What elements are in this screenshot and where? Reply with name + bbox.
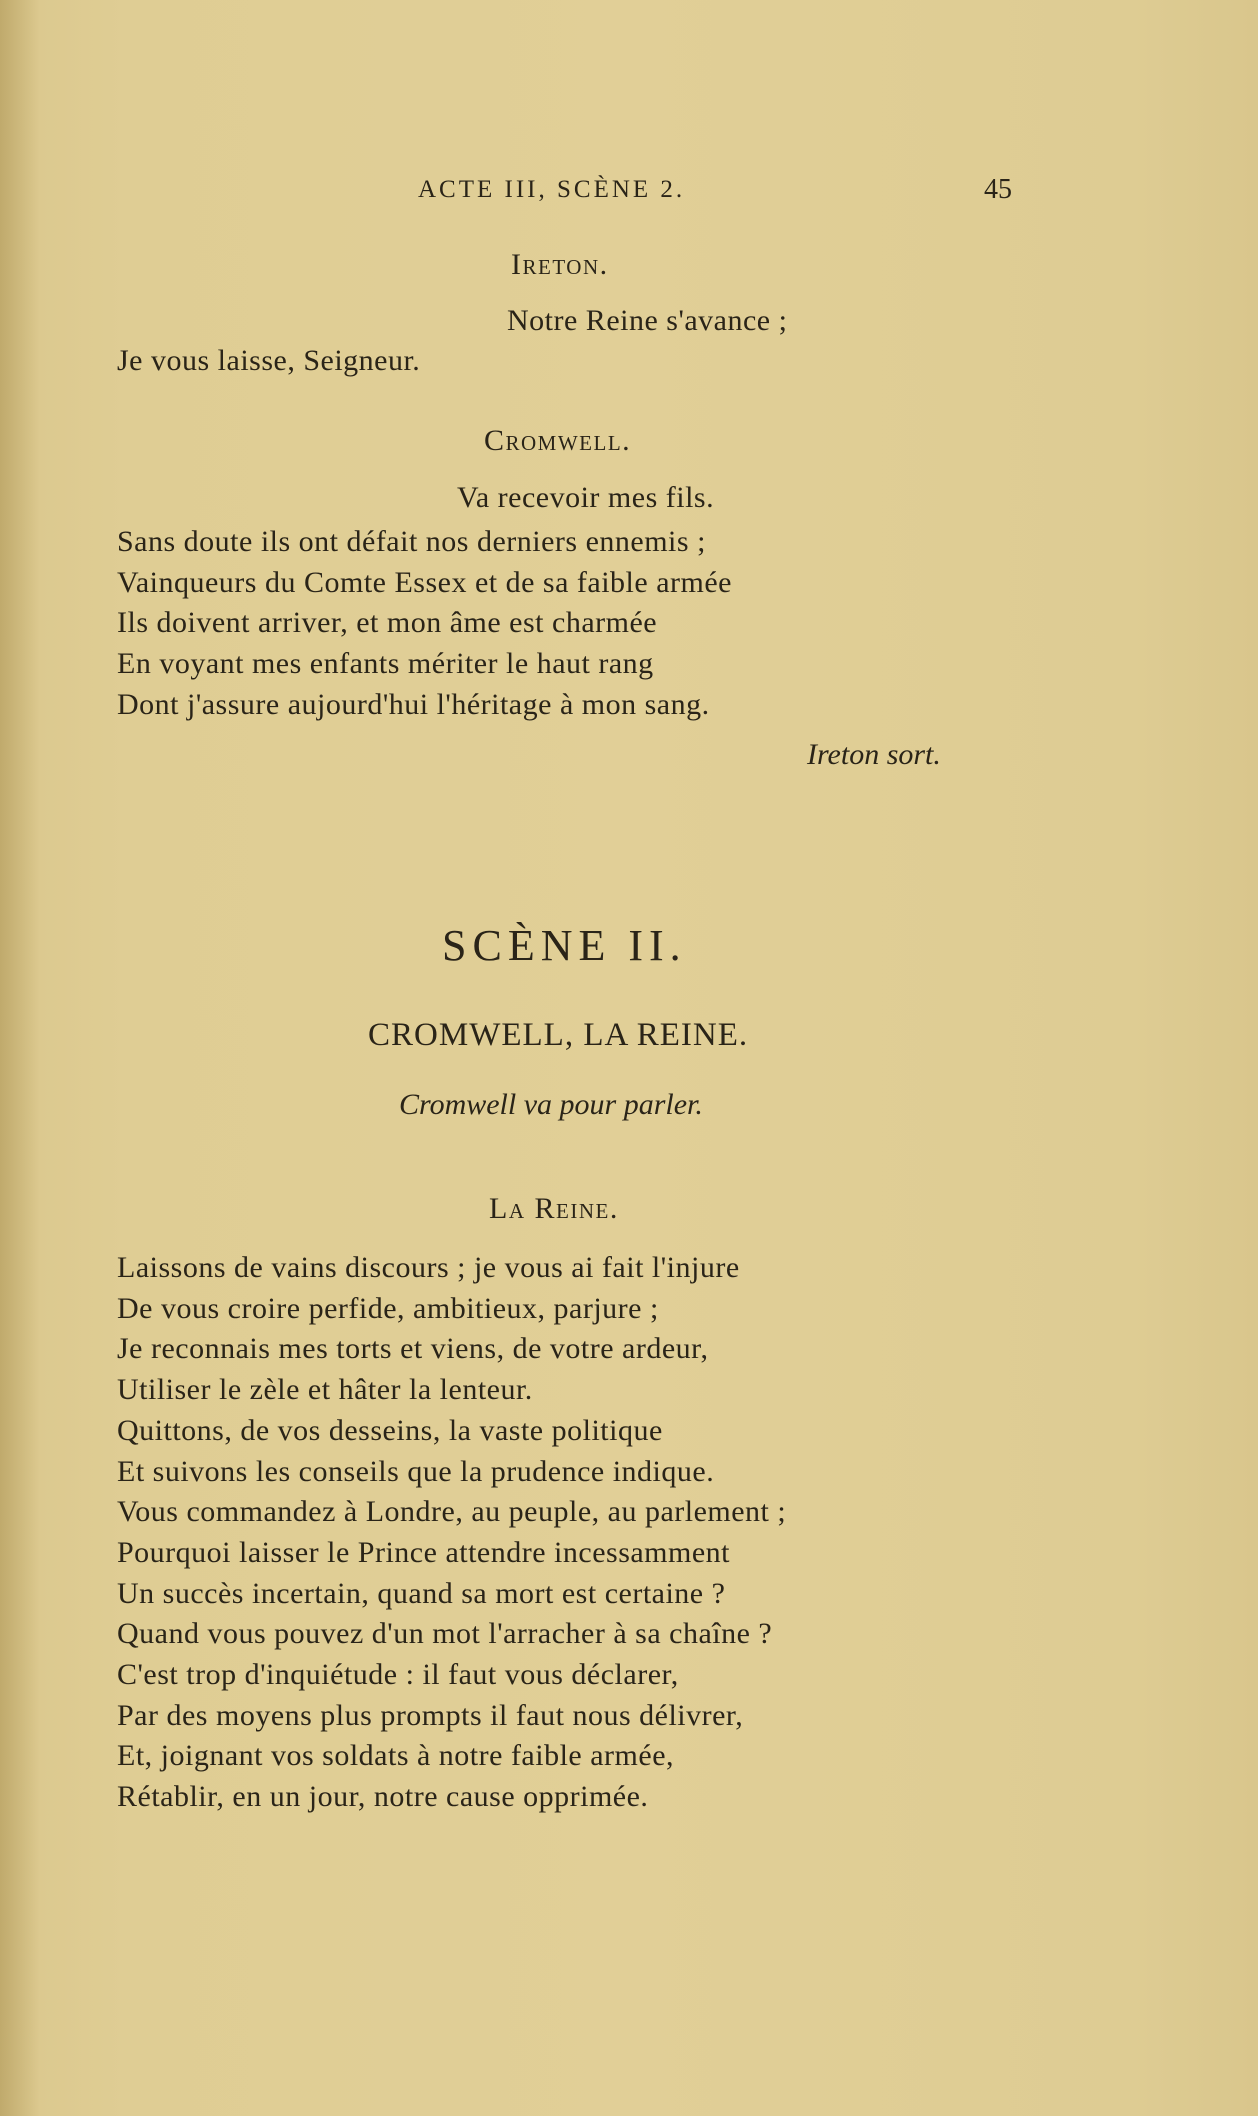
verse-line: Sans doute ils ont défait nos derniers ennemis ;: [117, 525, 706, 558]
verse-line: C'est trop d'inquiétude : il faut vous déclarer,: [117, 1658, 679, 1692]
ireton-line-right: Notre Reine s'avance ;: [507, 304, 788, 337]
page-edge-shadow: [0, 0, 40, 2116]
scene-title: SCÈNE II.: [442, 921, 687, 970]
verse-line: En voyant mes enfants mériter le haut rang: [117, 647, 654, 681]
verse-line: Je reconnais mes torts et viens, de votre ardeur,: [117, 1332, 709, 1366]
scene-characters: CROMWELL, LA REINE.: [368, 1017, 749, 1053]
verse-line: Vainqueurs du Comte Essex et de sa faible armée: [117, 565, 732, 599]
speaker-ireton: Ireton.: [511, 248, 609, 281]
stage-direction-cromwell: Cromwell va pour parler.: [399, 1088, 703, 1121]
speaker-cromwell: Cromwell.: [484, 424, 632, 457]
ireton-line-left: Je vous laisse, Seigneur.: [117, 344, 421, 377]
verse-line: Et suivons les conseils que la prudence indique.: [117, 1454, 715, 1488]
verse-line: Dont j'assure aujourd'hui l'héritage à mon sang.: [117, 687, 710, 721]
verse-line: Par des moyens plus prompts il faut nous délivrer,: [117, 1698, 744, 1732]
verse-line: Quand vous pouvez d'un mot l'arracher à sa chaîne ?: [117, 1617, 773, 1651]
cromwell-speech: [117, 522, 732, 726]
page-number: 45: [984, 174, 1012, 205]
verse-line: Vous commandez à Londre, au peuple, au parlement ;: [117, 1495, 787, 1529]
verse-line: Un succès incertain, quand sa mort est certaine ?: [117, 1576, 726, 1610]
speaker-la-reine: La Reine.: [489, 1192, 619, 1225]
stage-direction-ireton-exit: Ireton sort.: [807, 738, 941, 771]
verse-line: Rétablir, en un jour, notre cause opprimée.: [117, 1780, 649, 1814]
cromwell-first-line: Va recevoir mes fils.: [457, 481, 715, 514]
verse-line: De vous croire perfide, ambitieux, parjure ;: [117, 1291, 659, 1325]
verse-line: Laissons de vains discours ; je vous ai fait l'injure: [117, 1251, 740, 1284]
verse-line: Quittons, de vos desseins, la vaste politique: [117, 1413, 663, 1447]
running-header: ACTE III, SCÈNE 2.: [418, 176, 686, 203]
verse-line: Ils doivent arriver, et mon âme est charmée: [117, 606, 658, 640]
verse-line: Et, joignant vos soldats à notre faible armée,: [117, 1739, 675, 1773]
verse-line: Pourquoi laisser le Prince attendre incessamment: [117, 1535, 730, 1569]
reine-speech: [117, 1248, 786, 1818]
verse-line: Utiliser le zèle et hâter la lenteur.: [117, 1373, 533, 1407]
